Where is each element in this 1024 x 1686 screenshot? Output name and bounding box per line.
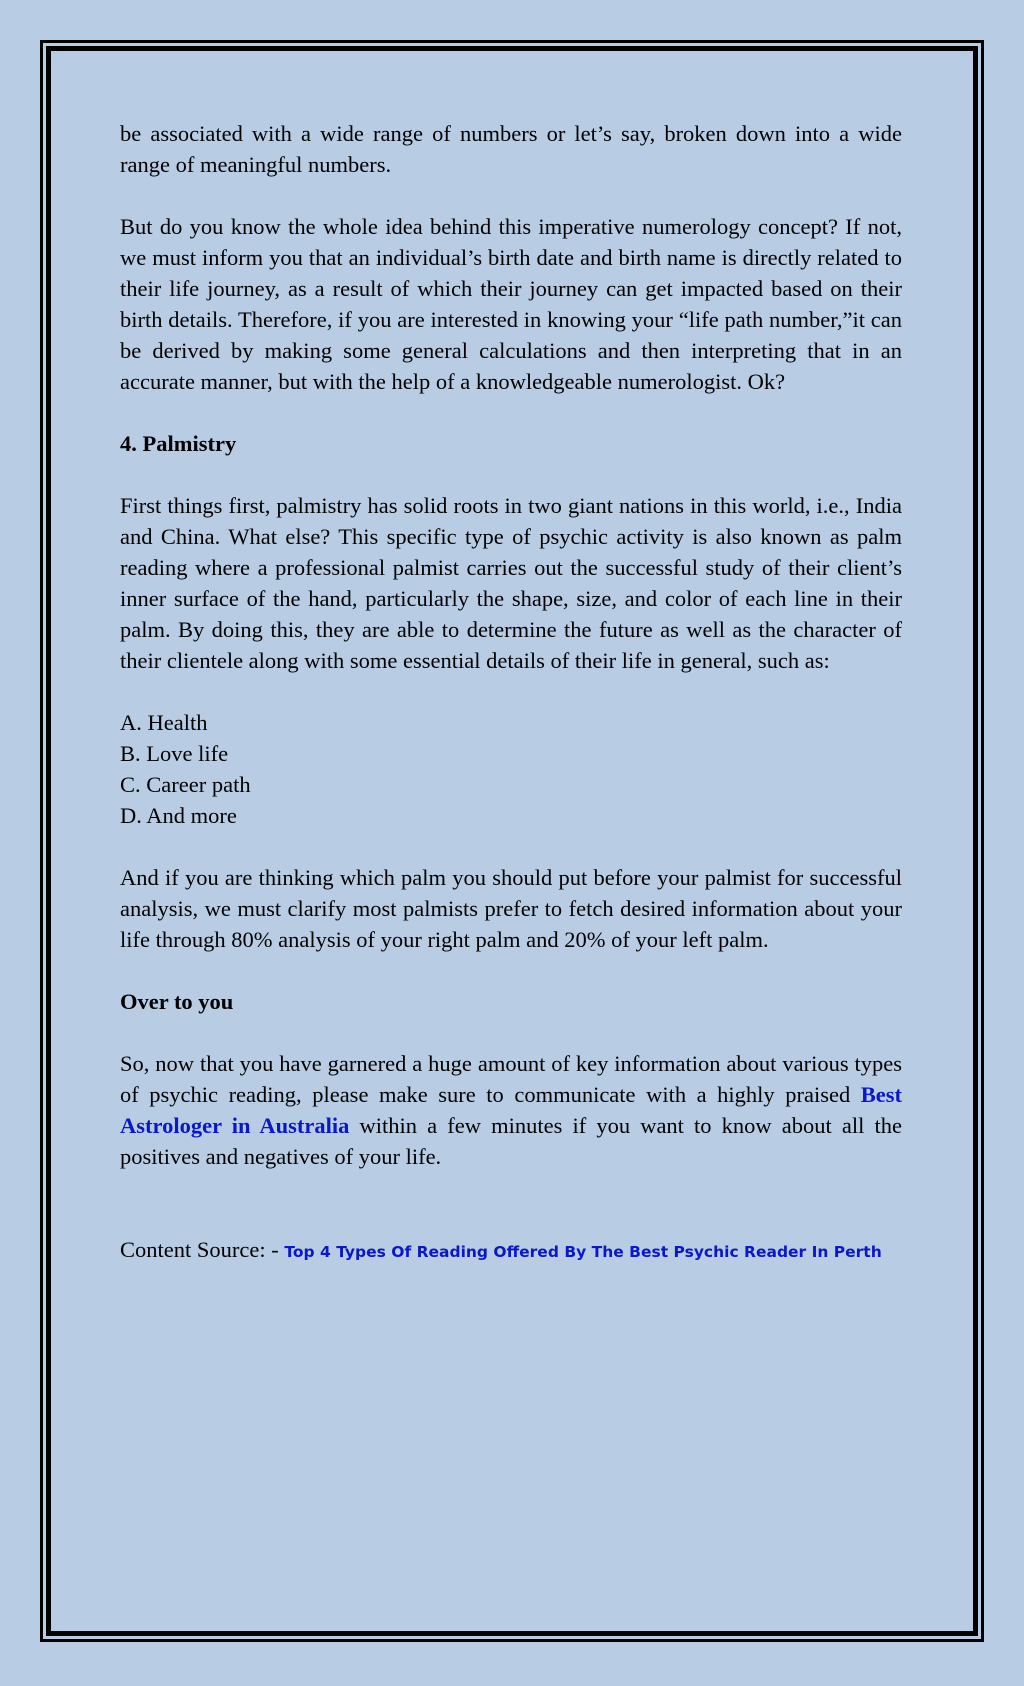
heading-over-to-you: Over to you	[120, 989, 234, 1014]
best-astrologer-link[interactable]: Best Astrologer in Australia	[120, 1082, 902, 1138]
list-item: A. Health	[120, 710, 208, 735]
paragraph-numerology-intro: be associated with a wide range of numbers or let’s say, broken down into a wide range of meaningful numbers.	[120, 121, 902, 177]
list-item: C. Career path	[120, 772, 251, 797]
document-body	[120, 118, 902, 1299]
conclusion-text-after: within a few minutes if you want to know about all the positives and negatives of your life.	[120, 1113, 902, 1169]
paragraph-numerology-concept: But do you know the whole idea behind this imperative numerology concept? If not, we must inform you that an individual’s birth date and birth name is directly related to their life journey, as a result of which their journey can get impacted based on their birth details. Therefore, if you are interested in knowing your “life path number,”it can be derived by making some general calculations and then interpreting that in an accurate manner, but with the help of a knowledgeable numerologist. Ok?	[120, 214, 902, 394]
palmistry-list	[120, 707, 902, 831]
paragraph-palmistry: First things first, palmistry has solid roots in two giant nations in this world, i.e., India and China. What else? This specific type of psychic activity is also known as palm reading where a professional palmist carries out the successful study of their client’s inner surface of the hand, particularly the shape, size, and color of each line in their palm. By doing this, they are able to determine the future as well as the character of their clientele along with some essential details of their life in general, such as:	[120, 493, 902, 673]
content-source-label: Content Source: -	[120, 1237, 285, 1262]
list-item: B. Love life	[120, 741, 229, 766]
paragraph-palm-analysis: And if you are thinking which palm you should put before your palmist for successful analysis, we must clarify most palmists prefer to fetch desired information about your life through 80% analysis of your right palm and 20% of your left palm.	[120, 865, 902, 952]
heading-palmistry: 4. Palmistry	[120, 431, 237, 456]
paragraph-conclusion	[120, 1048, 902, 1172]
list-item: D. And more	[120, 803, 237, 828]
content-source-line	[120, 1234, 902, 1268]
conclusion-text-before: So, now that you have garnered a huge amount of key information about various types of psychic reading, please make sure to communicate with a highly praised	[120, 1051, 902, 1107]
content-source-link[interactable]: Top 4 Types Of Reading Offered By The Best Psychic Reader In Perth	[284, 1243, 882, 1261]
